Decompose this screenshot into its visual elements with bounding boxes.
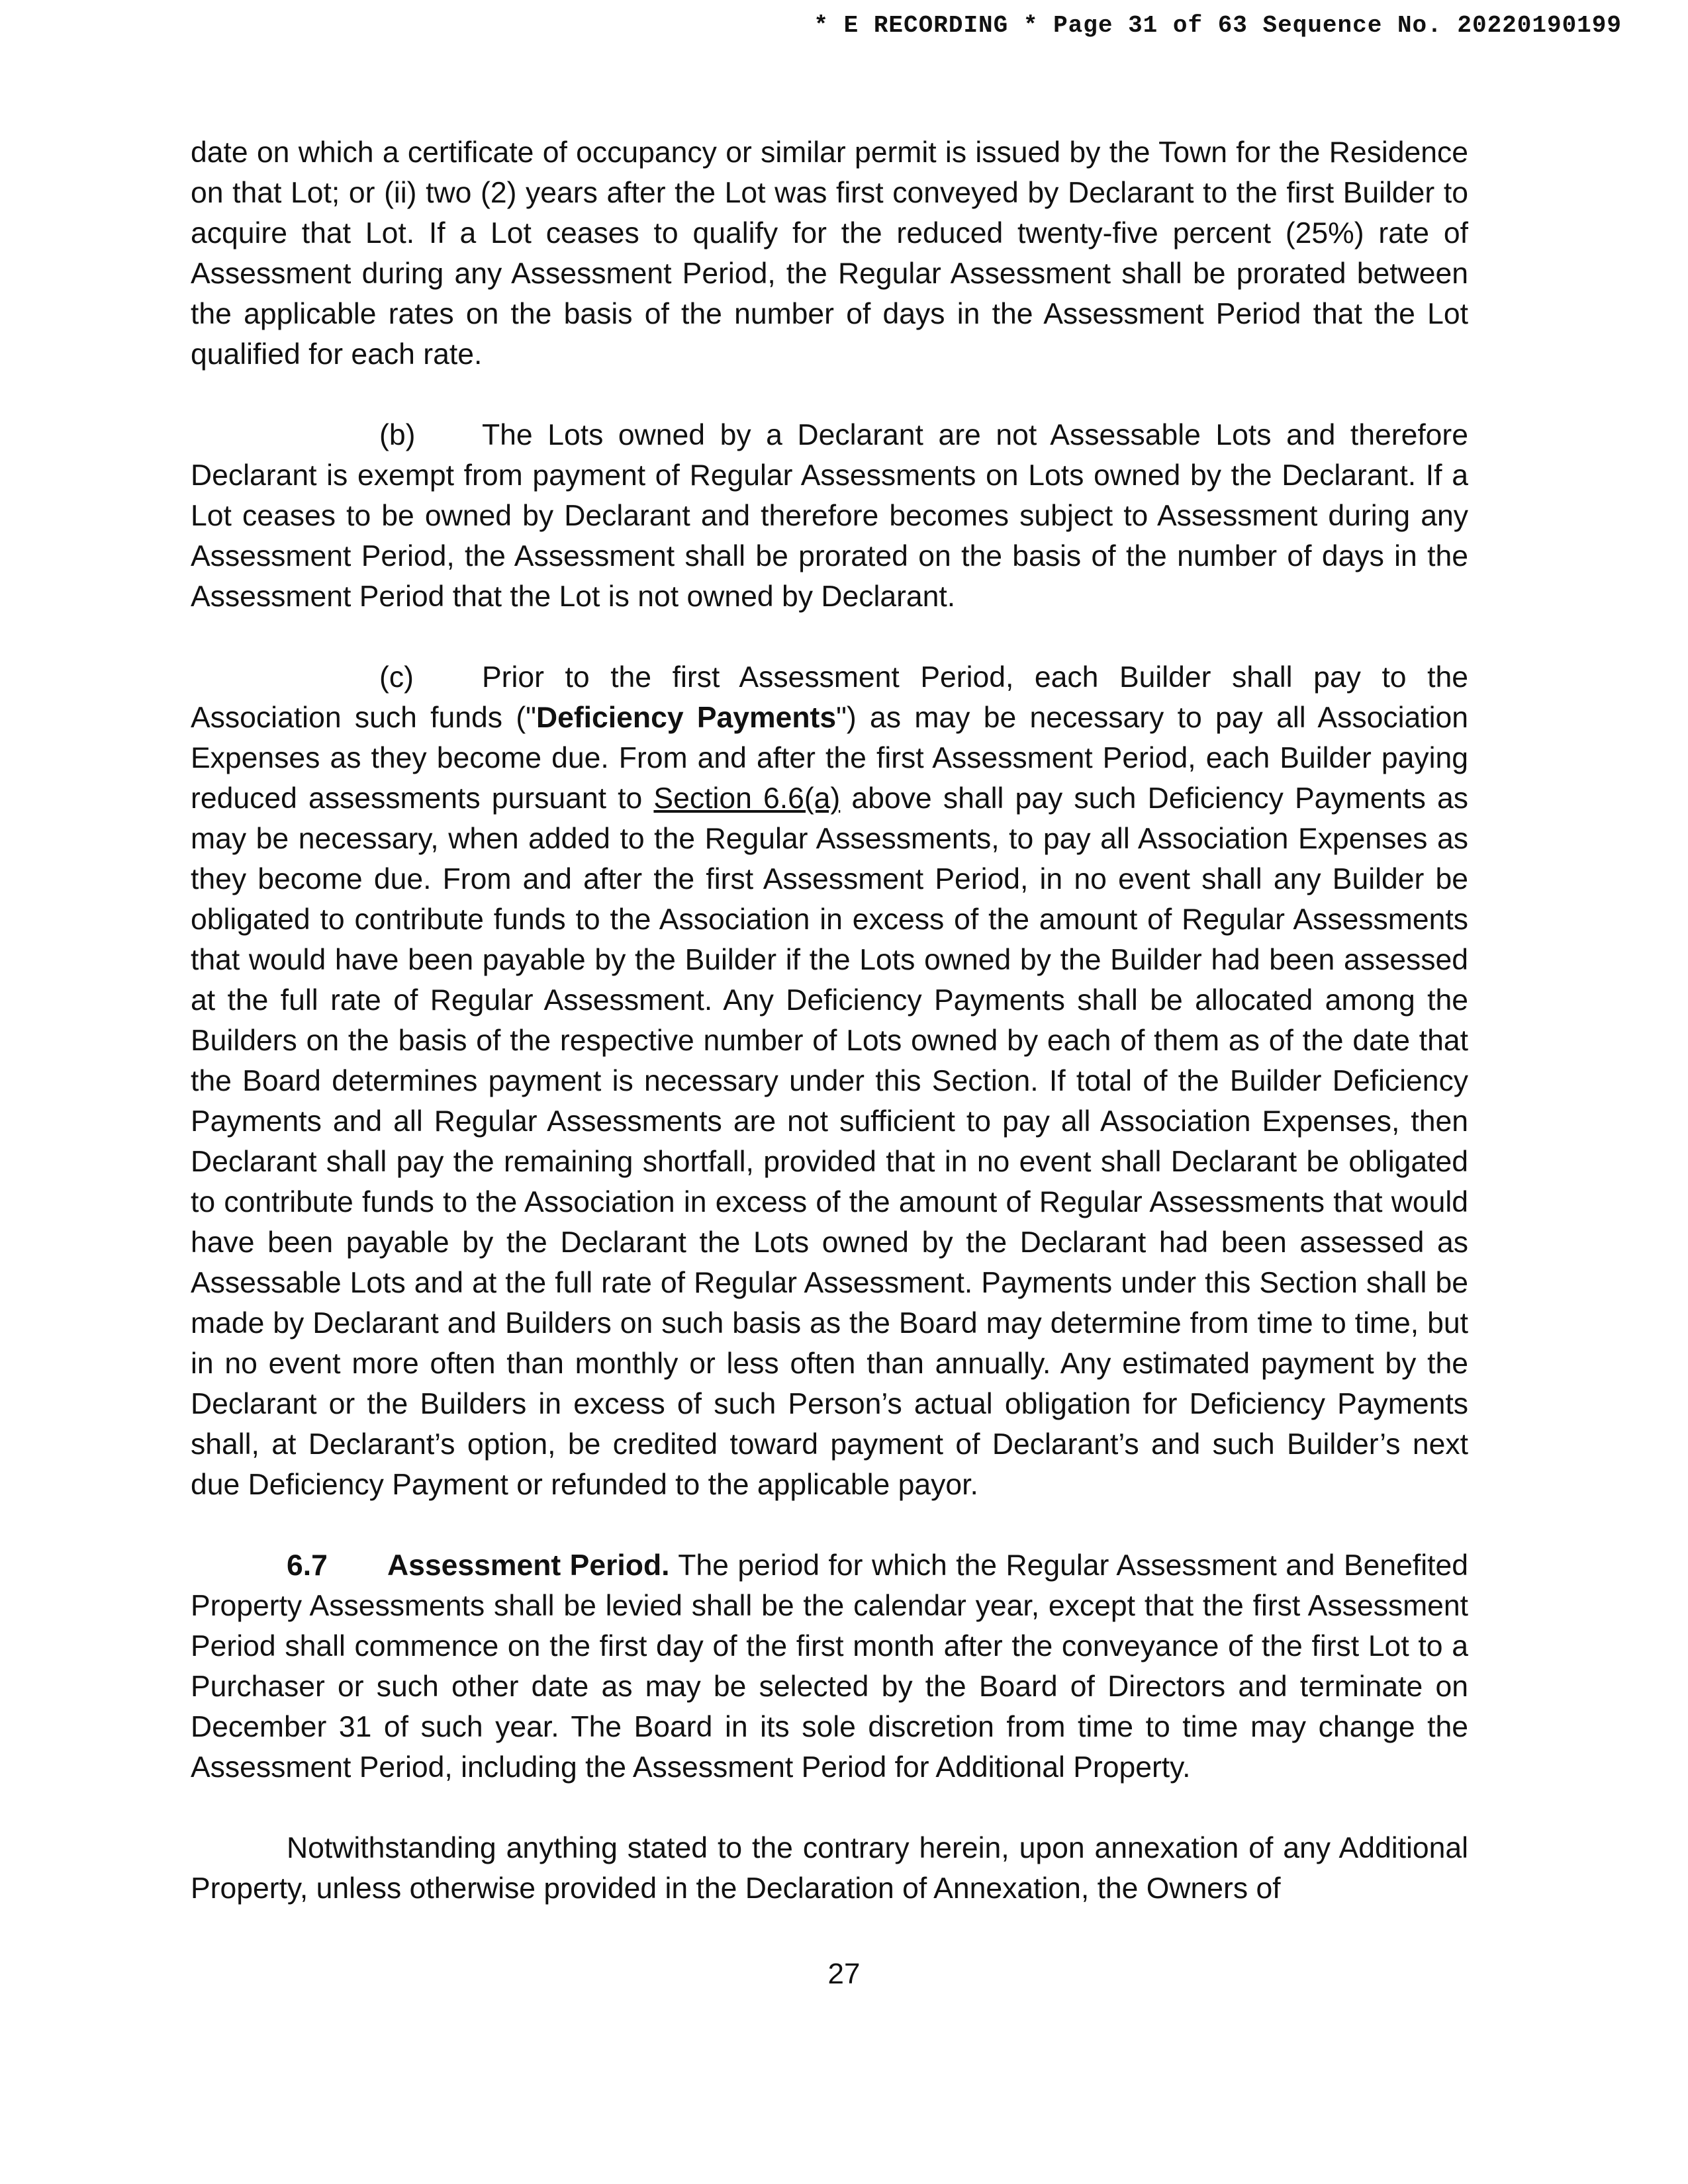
section-reference-6-6a: Section 6.6(a) <box>653 782 841 815</box>
paragraph-c <box>191 657 1468 1505</box>
paragraph-c-text-2: ") as may be necessary to pay all Association Expenses as they become due. From and after the first Assessment Period, each Builder paying reduced assessments pursuant to <box>191 702 1468 815</box>
section-6-7-text: The period for which the Regular Assessment and Benefited Property Assessments shall be levied shall be the calendar year, except that the first Assessment Period shall commence on the first day of the first month after the conveyance of the first Lot to a Purchaser or such other date as may be selected by the Board of Directors and terminate on December 31 of such year. The Board in its sole discretion from time to time may change the Assessment Period, including the Assessment Period for Additional Property. <box>191 1549 1468 1784</box>
page-number: 27 <box>827 1958 861 1990</box>
recording-header: * E RECORDING * Page 31 of 63 Sequence No. 20220190199 <box>814 12 1622 39</box>
section-6-7-title: Assessment Period. <box>387 1549 670 1582</box>
section-6-7 <box>191 1545 1468 1788</box>
paragraph-notwithstanding: Notwithstanding anything stated to the contrary herein, upon annexation of any Additional Property, unless otherwise provided in the Declaration of Annexation, the Owners of <box>191 1832 1468 1905</box>
paragraph-b <box>191 415 1468 617</box>
document-body <box>191 132 1468 1909</box>
paragraph-b-text: The Lots owned by a Declarant are not Assessable Lots and therefore Declarant is exempt from payment of Regular Assessments on Lots owned by the Declarant. If a Lot ceases to be owned by Declarant and therefore becomes subject to Assessment during any Assessment Period, the Assessment shall be prorated on the basis of the number of days in the Assessment Period that the Lot is not owned by Declarant. <box>191 419 1468 613</box>
section-6-7-number: 6.7 <box>287 1549 328 1582</box>
defined-term-deficiency-payments: Deficiency Payments <box>536 702 837 734</box>
paragraph-b-label: (b) <box>379 419 416 451</box>
paragraph-a-continuation: date on which a certificate of occupancy or similar permit is issued by the Town for the Residence on that Lot; or (ii) two (2) years after the Lot was first conveyed by Declarant to the first Builder to acquire that Lot. If a Lot ceases to qualify for the reduced twenty-five percent (25%) rate of Assessment during any Assessment Period, the Regular Assessment shall be prorated between the applicable rates on the basis of the number of days in the Assessment Period that the Lot qualified for each rate. <box>191 136 1468 371</box>
paragraph-c-text-3: above shall pay such Deficiency Payments as may be necessary, when added to the Regular Assessments, to pay all Association Expenses as they become due. From and after the first Assessment Period, in no event shall any Builder be obligated to contribute funds to the Association in excess of the amount of Regular Assessments that would have been payable by the Builder if the Lots owned by the Builder had been assessed at the full rate of Regular Assessment. Any Deficiency Payments shall be allocated among the Builders on the basis of the respective number of Lots owned by each of them as of the date that the Board determines payment is necessary under this Section. If total of the Builder Deficiency Payments and all Regular Assessments are not sufficient to pay all Association Expenses, then Declarant shall pay the remaining shortfall, provided that in no event shall Declarant be obligated to contribute funds to the Association in excess of the amount of Regular Assessments that would have been payable by the Declarant the Lots owned by the Declarant had been assessed as Assessable Lots and at the full rate of Regular Assessment. Payments under this Section shall be made by Declarant and Builders on such basis as the Board may determine from time to time, but in no event more often than monthly or less often than annually. Any estimated payment by the Declarant or the Builders in excess of such Person’s actual obligation for Deficiency Payments shall, at Declarant’s option, be credited toward payment of Declarant’s and such Builder’s next due Deficiency Payment or refunded to the applicable payor. <box>191 782 1469 1501</box>
paragraph-c-label: (c) <box>379 661 414 694</box>
paragraph-c-text-1: Prior to the first Assessment Period, each Builder shall pay to the Association such funds (" <box>191 661 1468 734</box>
